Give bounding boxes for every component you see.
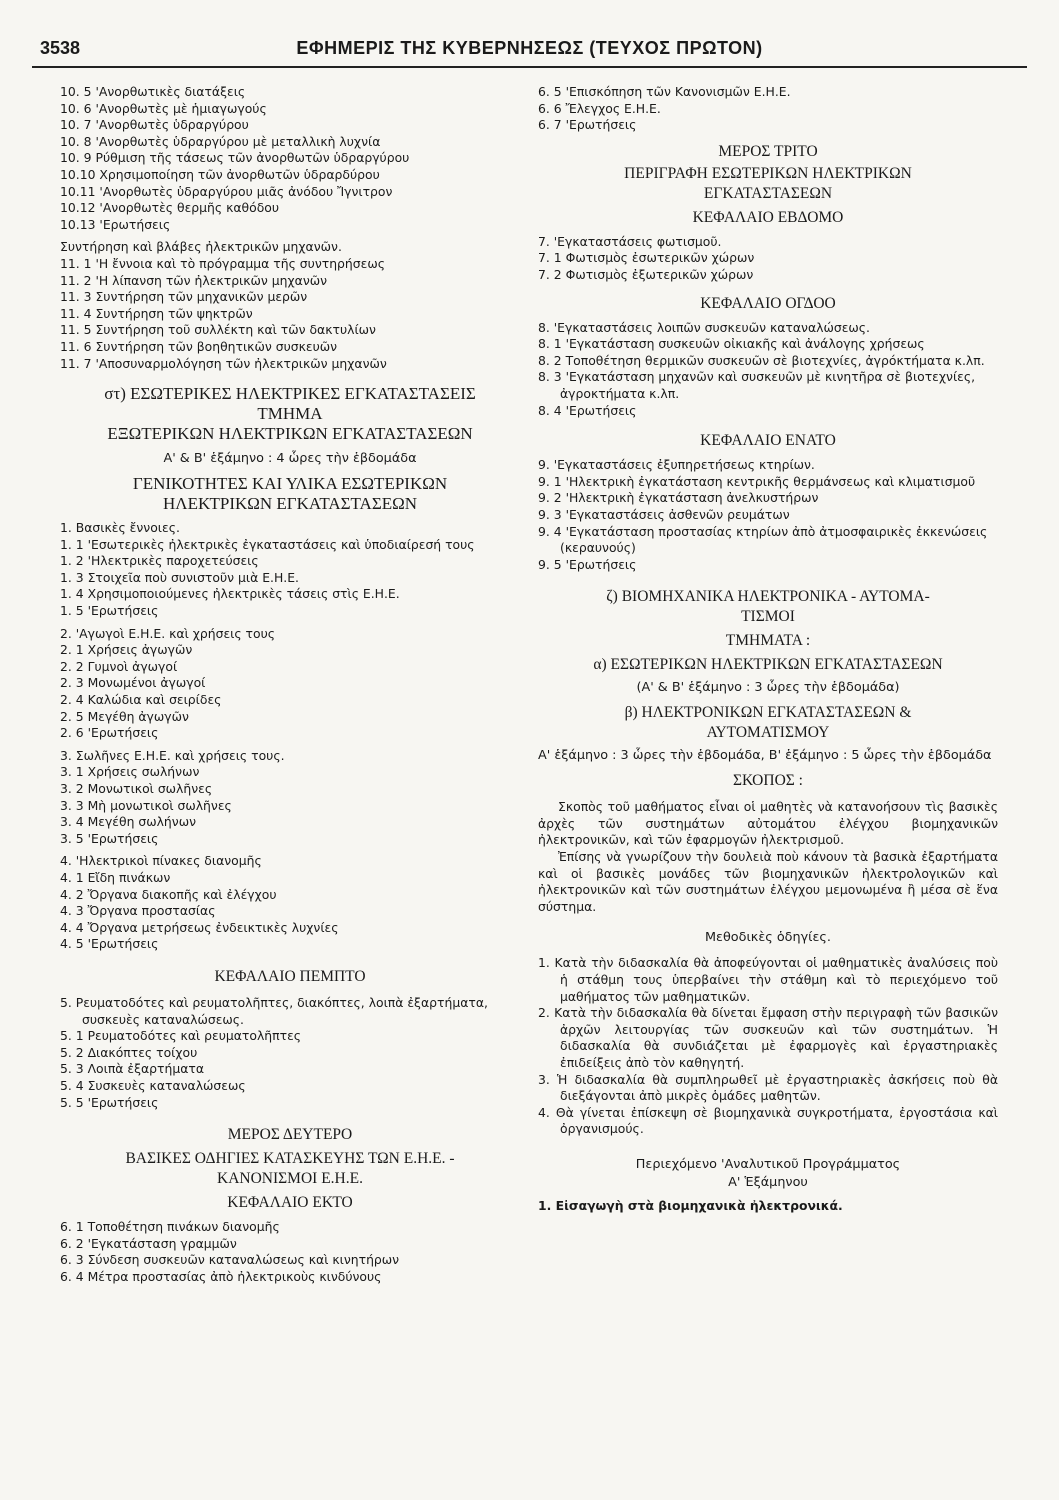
list-item: 4. 4 Ὄργανα μετρήσεως ἐνδεικτικὲς λυχνίες — [60, 919, 339, 935]
list-item: 8. 'Εγκαταστάσεις λοιπῶν συσκευῶν καταναλώσεως. — [538, 319, 870, 335]
list-item: 2. 2 Γυμνοὶ ἀγωγοί — [60, 658, 178, 674]
list-item: 4. 2 Ὄργανα διακοπῆς καὶ ἐλέγχου — [60, 886, 277, 902]
part-subheading: ΒΑΣΙΚΕΣ ΟΔΗΓΙΕΣ ΚΑΤΑΣΚΕΥΗΣ ΤΩΝ Ε.Η.Ε. - — [125, 1150, 455, 1168]
department-b-hours: Α' ἑξάμηνο : 3 ὧρες τὴν ἑβδομάδα, Β' ἑξάμηνο : 5 ὧρες τὴν ἑβδομάδα — [538, 748, 992, 764]
list-item: 1. Εἰσαγωγὴ στὰ βιομηχανικὰ ἠλεκτρονικά. — [538, 1197, 843, 1213]
list-item: 10.13 'Ερωτήσεις — [60, 216, 171, 232]
chapter-heading: ΚΕΦΑΛΑΙΟ ΕΒΔΟΜΟ — [692, 208, 844, 226]
goal-heading: ΣΚΟΠΟΣ : — [733, 772, 803, 790]
list-item: 6. 6 Ἔλεγχος Ε.Η.Ε. — [538, 100, 661, 116]
list-chapter9 — [538, 457, 998, 573]
page-header — [32, 36, 1027, 68]
list-item: 2. 5 Μεγέθη ἀγωγῶν — [60, 708, 189, 724]
list-item: 11. 6 Συντήρηση τῶν βοηθητικῶν συσκευῶν — [60, 338, 338, 354]
methods-heading: Μεθοδικὲς ὁδηγίες. — [705, 930, 831, 946]
list-item: 6. 4 Μέτρα προστασίας ἀπὸ ἠλεκτρικοὺς κινδύνους — [60, 1268, 382, 1284]
list-item: 4. 3 Ὄργανα προστασίας — [60, 903, 216, 919]
chapter-heading: ΚΕΦΑΛΑΙΟ ΕΚΤΟ — [227, 1194, 353, 1212]
list-chapter6-cont — [538, 84, 998, 134]
list-item: 10. 7 'Ανορθωτὲς ὑδραργύρου — [60, 117, 249, 133]
section-heading: ζ) ΒΙΟΜΗΧΑΝΙΚΑ ΗΛΕΚΤΡΟΝΙΚΑ - ΑΥΤΟΜΑ- — [606, 588, 930, 606]
list-chapter11 — [60, 239, 520, 372]
list-item: 10. 9 Ρύθμιση τῆς τάσεως τῶν ἀνορθωτῶν ὑδραργύρου — [60, 150, 410, 166]
list-item: 3. Σωλῆνες Ε.Η.Ε. καὶ χρήσεις τους. — [60, 747, 285, 763]
list-item: 3. 2 Μονωτικοὶ σωλῆνες — [60, 781, 213, 796]
list-item: 4. Θὰ γίνεται ἐπίσκεψη σὲ βιομηχανικὰ συγκροτήματα, ἐργοστάσια καὶ ὀργανισμούς. — [538, 1104, 998, 1137]
list-item: 2. 4 Καλώδια καὶ σειρίδες — [60, 692, 222, 708]
list-item: 6. 2 'Εγκατάσταση γραμμῶν — [60, 1235, 237, 1251]
list-item: 5. 1 Ρευματοδότες καὶ ρευματολῆπτες — [60, 1028, 302, 1044]
list-item: 6. 3 Σύνδεση συσκευῶν καταναλώσεως καὶ κινητήρων — [60, 1252, 400, 1268]
list-chapter6 — [60, 1219, 520, 1285]
chapter-heading: ΓΕΝΙΚΟΤΗΤΕΣ ΚΑΙ ΥΛΙΚΑ ΕΣΩΤΕΡΙΚΩΝ — [132, 474, 448, 494]
list-chapter1 — [60, 520, 520, 620]
list-chapter8 — [538, 320, 998, 420]
list-chapter7 — [538, 234, 998, 284]
list-item: 10.10 Χρησιμοποίηση τῶν ἀνορθωτῶν ὑδραρδύρου — [60, 166, 380, 182]
list-item: 10. 6 'Ανορθωτὲς μὲ ἡμιαγωγούς — [60, 100, 267, 116]
part-heading: ΜΕΡΟΣ ΤΡΙΤΟ — [718, 142, 818, 160]
list-chapter3 — [60, 748, 520, 848]
list-item: 3. Ἡ διδασκαλία θὰ συμπληρωθεῖ μὲ ἐργαστηριακὲς ἀσκήσεις ποὺ θὰ διεξάγονται ἀπὸ μικρὲς ὁμάδες μαθητῶν. — [538, 1071, 998, 1104]
list-item: 1. 5 'Ερωτήσεις — [60, 603, 159, 619]
list-item: 7. 1 Φωτισμὸς ἐσωτερικῶν χώρων — [538, 250, 755, 266]
list-item: 11. 7 'Αποσυναρμολόγηση τῶν ἠλεκτρικῶν μηχανῶν — [60, 355, 387, 371]
goal-paragraph: Ἐπίσης νὰ γνωρίζουν τὴν δουλειὰ ποὺ κάνουν τὰ βασικὰ ἐξαρτήματα καὶ οἱ βασικὲς μονάδες τῶν βιομηχανικῶν ἠλεκτρολογικῶν καὶ ἠλεκτρονικῶν καὶ τῶν συστημάτων ἐλέγχου μεμονωμένα ἢ μέσα σὲ ἕνα σύστημα. — [538, 849, 998, 914]
list-item: 9. 'Εγκαταστάσεις ἐξυπηρετήσεως κτηρίων. — [538, 457, 815, 473]
department-a: α) ΕΣΩΤΕΡΙΚΩΝ ΗΛΕΚΤΡΙΚΩΝ ΕΓΚΑΤΑΣΤΑΣΕΩΝ — [593, 656, 943, 674]
part-subheading: ΠΕΡΙΓΡΑΦΗ ΕΣΩΤΕΡΙΚΩΝ ΗΛΕΚΤΡΙΚΩΝ — [624, 164, 912, 182]
list-item: 3. 4 Μεγέθη σωλήνων — [60, 814, 197, 830]
list-item: 9. 5 'Ερωτήσεις — [538, 556, 637, 572]
list-item: 5. 3 Λοιπὰ ἐξαρτήματα — [60, 1061, 205, 1077]
list-item: 11. 5 Συντήρηση τοῦ συλλέκτη καὶ τῶν δακτυλίων — [60, 322, 376, 338]
list-item: 11. 4 Συντήρηση τῶν ψηκτρῶν — [60, 305, 253, 321]
list-item: 9. 3 'Εγκαταστάσεις ἀσθενῶν ρευμάτων — [538, 506, 790, 522]
list-item: 4. 'Ηλεκτρικοὶ πίνακες διανομῆς — [60, 853, 262, 869]
list-item: 5. 5 'Ερωτήσεις — [60, 1094, 159, 1110]
methods-list — [538, 955, 998, 1138]
list-item: 2. 3 Μονωμένοι ἀγωγοί — [60, 675, 206, 691]
list-item: 3. 3 Μὴ μονωτικοὶ σωλῆνες — [60, 797, 232, 813]
list-item: 8. 3 'Εγκατάσταση μηχανῶν καὶ συσκευῶν μὲ κινητῆρα σὲ βιοτεχνίες, ἀγροκτήματα κ.λπ. — [538, 369, 976, 401]
list-item: 10. 8 'Ανορθωτὲς ὑδραργύρου μὲ μεταλλικὴ λυχνία — [60, 133, 381, 149]
goal-paragraph: Σκοπὸς τοῦ μαθήματος εἶναι οἱ μαθητὲς νὰ κατανοήσουν τὶς βασικὲς ἀρχὲς τῶν συστημάτων αὐτομάτου ἐλέγχου βιομηχανικῶν ἠλεκτρονικῶν, καὶ τῶν ἐφαρμογῶν ἠλεκτρισμοῦ. — [538, 799, 998, 848]
section-heading: στ) ΕΣΩΤΕΡΙΚΕΣ ΗΛΕΚΤΡΙΚΕΣ ΕΓΚΑΤΑΣΤΑΣΕΙΣ — [104, 384, 476, 404]
list-item: 2. Κατὰ τὴν διδασκαλία θὰ δίνεται ἔμφαση στὴν περιγραφὴ τῶν βασικῶν ἀρχῶν λειτουργίας τῶν συσκευῶν καὶ τῶν συστημάτων. Ἡ διδασκαλία θὰ συνδιάζεται μὲ ἐφαρμογὲς καὶ ἐργαστηριακὲς ἐπιδείξεις ἀπὸ τὸν καθηγητή. — [538, 1005, 998, 1070]
part-heading: ΜΕΡΟΣ ΔΕΥΤΕΡΟ — [227, 1126, 353, 1144]
list-item: 4. 5 'Ερωτήσεις — [60, 936, 159, 952]
list-item: 8. 2 Τοποθέτηση θερμικῶν συσκευῶν σὲ βιοτεχνίες, ἀγρόκτήματα κ.λπ. — [538, 352, 985, 368]
department-b: ΑΥΤΟΜΑΤΙΣΜΟΥ — [706, 724, 830, 742]
list-item: 2. 1 Χρήσεις ἀγωγῶν — [60, 642, 193, 658]
list-item: 9. 4 'Εγκατάσταση προστασίας κτηρίων ἀπὸ ἀτμοσφαιρικὲς ἐκκενώσεις (κεραυνούς) — [538, 523, 988, 556]
list-item: 6. 7 'Ερωτήσεις — [538, 117, 637, 133]
department-a-hours: (Α' & Β' ἑξάμηνο : 3 ὧρες τὴν ἑβδομάδα) — [636, 680, 900, 696]
content-heading: Περιεχόμενο 'Αναλυτικοῦ Προγράμματος — [635, 1156, 901, 1172]
content-heading: Α' Ἑξάμηνου — [728, 1174, 808, 1190]
list-item: 5. Ρευματοδότες καὶ ρευματολῆπτες, διακόπτες, λοιπὰ ἐξαρτήματα, συσκευὲς καταναλώσεως. — [60, 994, 488, 1027]
list-item: 10.12 'Ανορθωτὲς θερμῆς καθόδου — [60, 200, 280, 216]
section-heading: ΤΜΗΜΑ — [257, 404, 323, 424]
list-item: 5. 4 Συσκευὲς καταναλώσεως — [60, 1077, 246, 1093]
left-column — [60, 84, 520, 1285]
list-item: 7. 2 Φωτισμὸς ἐξωτερικῶν χώρων — [538, 266, 754, 282]
list-item: 9. 2 'Ηλεκτρικὴ ἐγκατάσταση ἀνελκυστήρων — [538, 490, 819, 506]
list-item: 1. Κατὰ τὴν διδασκαλία θὰ ἀποφεύγονται οἱ μαθηματικὲς ἀναλύσεις ποὺ ἡ στάθμη τους ὑπερβαίνει τὴν στάθμη καὶ τὸ περιεχόμενο τοῦ μαθήματος τῶν μαθηματικῶν. — [538, 955, 998, 1004]
semester-hours: Α' & Β' ἑξάμηνο : 4 ὧρες τὴν ἑβδομάδα — [163, 451, 417, 467]
list-item: 1. 1 'Εσωτερικὲς ἠλεκτρικὲς ἐγκαταστάσεις καὶ ὑποδιαίρεσή τους — [60, 536, 475, 552]
list-item: 7. 'Εγκαταστάσεις φωτισμοῦ. — [538, 233, 722, 249]
list-item: 1. 2 'Ηλεκτρικὲς παροχετεύσεις — [60, 553, 259, 569]
list-item: 2. 6 'Ερωτήσεις — [60, 725, 159, 741]
department-b: β) ΗΛΕΚΤΡΟΝΙΚΩΝ ΕΓΚΑΤΑΣΤΑΣΕΩΝ & — [624, 704, 912, 722]
section-heading: ΕΞΩΤΕΡΙΚΩΝ ΗΛΕΚΤΡΙΚΩΝ ΕΓΚΑΤΑΣΤΑΣΕΩΝ — [107, 424, 473, 444]
list-item: 11. 1 'Η ἔννοια καὶ τὸ πρόγραμμα τῆς συντηρήσεως — [60, 255, 385, 271]
list-item: 3. 5 'Ερωτήσεις — [60, 830, 159, 846]
list-item: 8. 4 'Ερωτήσεις — [538, 402, 637, 418]
list-chapter2 — [60, 626, 520, 742]
list-item: 8. 1 'Εγκατάσταση συσκευῶν οἰκιακῆς καὶ ἀνάλογης χρήσεως — [538, 336, 925, 352]
list-chapter5 — [60, 995, 520, 1111]
list-item: 11. 3 Συντήρηση τῶν μηχανικῶν μερῶν — [60, 289, 308, 305]
chapter-heading: ΚΕΦΑΛΑΙΟ ΕΝΑΤΟ — [700, 432, 836, 450]
list-item: 1. 4 Χρησιμοποιούμενες ἠλεκτρικὲς τάσεις στὶς Ε.Η.Ε. — [60, 586, 400, 602]
list-item: 9. 1 'Ηλεκτρικὴ ἐγκατάσταση κεντρικῆς θερμάνσεως καὶ κλιματισμοῦ — [538, 473, 976, 489]
list-item: 4. 1 Εἴδη πινάκων — [60, 869, 171, 885]
list-chapter10 — [60, 84, 520, 233]
list-item: 6. 5 'Επισκόπηση τῶν Κανονισμῶν Ε.Η.Ε. — [538, 84, 791, 99]
list-item: 3. 1 Χρήσεις σωλήνων — [60, 764, 200, 780]
chapter-heading: ΗΛΕΚΤΡΙΚΩΝ ΕΓΚΑΤΑΣΤΑΣΕΩΝ — [162, 494, 418, 514]
list-item: 5. 2 Διακόπτες τοίχου — [60, 1044, 198, 1060]
section-heading: ΤΙΣΜΟΙ — [741, 608, 795, 626]
list-chapter4 — [60, 853, 520, 953]
page-number: 3538 — [40, 38, 81, 58]
list-item: 10. 5 'Ανορθωτικὲς διατάξεις — [60, 84, 246, 99]
part-subheading: ΚΑΝΟΝΙΣΜΟΙ Ε.Η.Ε. — [217, 1170, 363, 1188]
chapter-heading: ΚΕΦΑΛΑΙΟ ΠΕΜΠΤΟ — [214, 967, 366, 985]
list-item: 1. 3 Στοιχεῖα ποὺ συνιστοῦν μιὰ Ε.Η.Ε. — [60, 569, 299, 585]
chapter-heading: ΚΕΦΑΛΑΙΟ ΟΓΔΟΟ — [700, 294, 836, 312]
gazette-title: ΕΦΗΜΕΡΙΣ ΤΗΣ ΚΥΒΕΡΝΗΣΕΩΣ (ΤΕΥΧΟΣ ΠΡΩΤΟΝ) — [296, 38, 763, 58]
list-item: 10.11 'Ανορθωτὲς ὑδραργύρου μιᾶς ἀνόδου Ἴγνιτρον — [60, 183, 393, 199]
list-item: 2. 'Αγωγοὶ Ε.Η.Ε. καὶ χρήσεις τους — [60, 625, 276, 641]
part-subheading: ΕΓΚΑΤΑΣΤΑΣΕΩΝ — [703, 184, 833, 202]
list-item: 1. Βασικὲς ἔννοιες. — [60, 520, 180, 536]
right-column — [538, 84, 998, 1215]
departments-heading: ΤΜΗΜΑΤΑ : — [725, 632, 811, 650]
list-item: 11. 2 'Η λίπανση τῶν ἠλεκτρικῶν μηχανῶν — [60, 272, 328, 288]
list-item: 6. 1 Τοποθέτηση πινάκων διανομῆς — [60, 1219, 280, 1235]
list-item: Συντήρηση καὶ βλάβες ἠλεκτρικῶν μηχανῶν. — [60, 239, 342, 255]
